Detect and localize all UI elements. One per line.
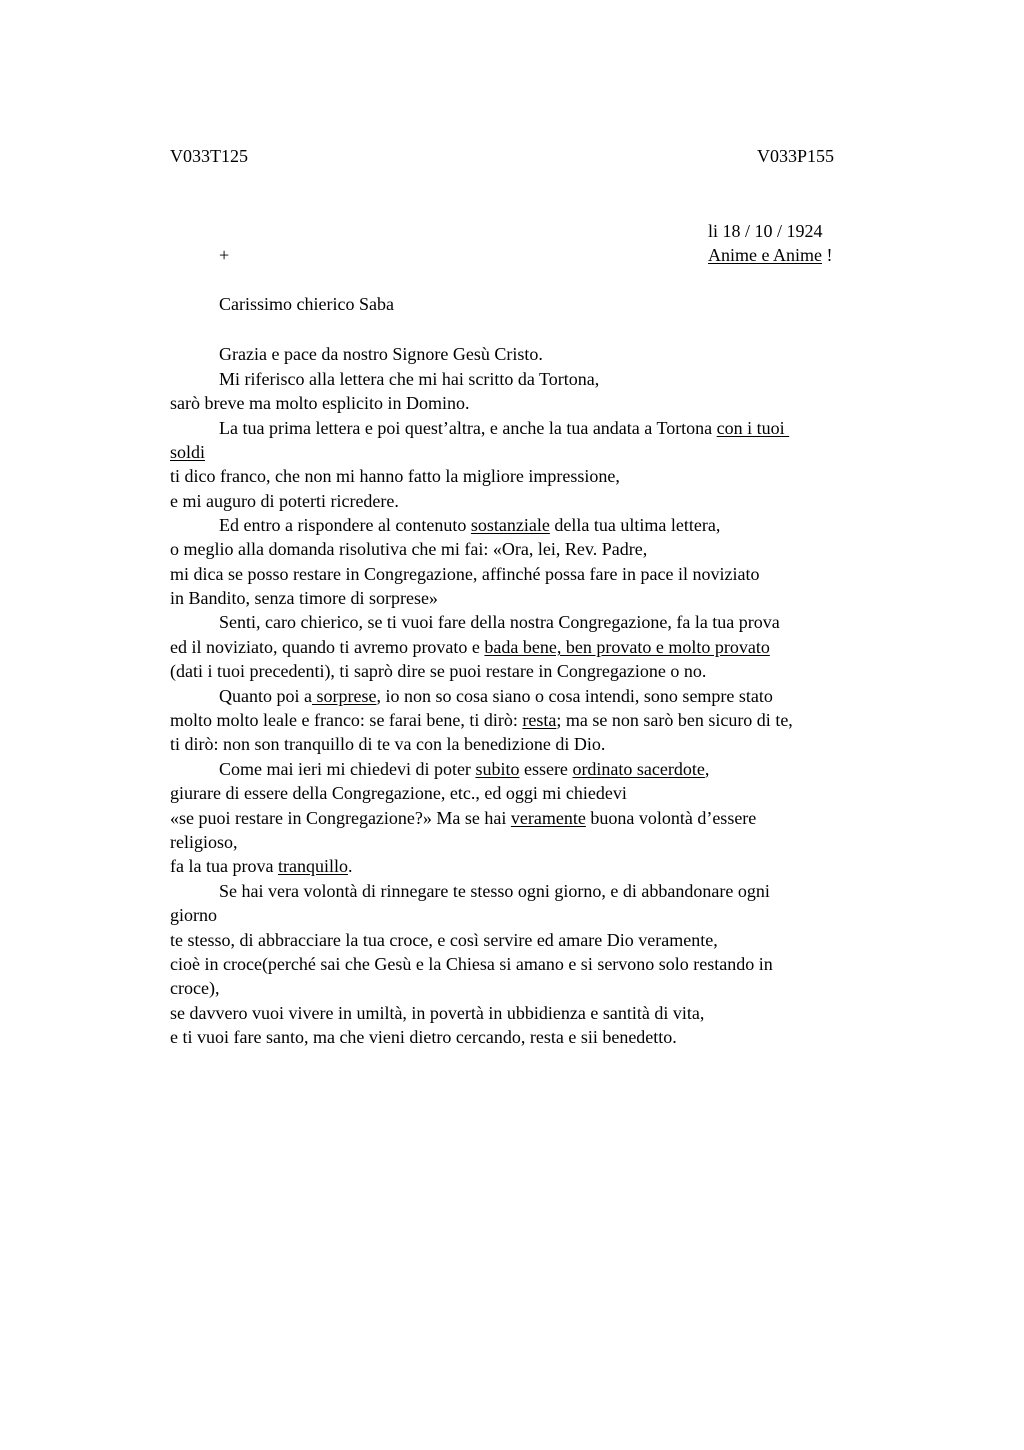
body-line (219, 757, 709, 781)
body-line (170, 659, 706, 683)
line-text: sarò breve ma molto esplicito in Domino. (170, 393, 470, 413)
body-line (170, 708, 793, 732)
line-text: Come mai ieri mi chiedevi di poter (219, 759, 476, 779)
line-text: fa la tua prova (170, 856, 278, 876)
line-text: della tua ultima lettera, (549, 515, 721, 535)
body-line (170, 830, 238, 854)
body-line (170, 537, 647, 561)
line-text: se davvero vuoi vivere in umiltà, in povertà in ubbidienza e santità di vita, (170, 1003, 705, 1023)
document-code-right: V033P155 (757, 146, 835, 166)
body-line (170, 1025, 677, 1049)
underlined-text: resta (522, 710, 557, 730)
line-text: e ti vuoi fare santo, ma che vieni dietro cercando, resta e sii benedetto. (170, 1027, 677, 1047)
body-line (219, 610, 780, 634)
motto-suffix: ! (821, 245, 833, 265)
line-text: croce), (170, 978, 220, 998)
motto-text: Anime e Anime (708, 245, 822, 265)
line-text: Se hai vera volontà di rinnegare te stesso ogni giorno, e di abbandonare ogni (219, 881, 770, 901)
cross-symbol: + (219, 245, 230, 265)
line-text: te stesso, di abbracciare la tua croce, e così servire ed amare Dio veramente, (170, 930, 718, 950)
motto (708, 245, 832, 266)
line-text: , (704, 759, 710, 779)
line-text: ti dirò: non son tranquillo di te va con la benedizione di Dio. (170, 734, 606, 754)
line-text: Quanto poi a (219, 686, 312, 706)
body-line (170, 854, 352, 878)
body-line (170, 903, 217, 927)
underlined-text: sostanziale (470, 515, 550, 535)
letter-date: li 18 / 10 / 1924 (708, 221, 823, 241)
line-text: ed il noviziato, quando ti avremo provato e (170, 637, 485, 657)
body-line (219, 367, 599, 391)
body-line (170, 464, 620, 488)
line-text: (dati i tuoi precedenti), ti saprò dire se puoi restare in Congregazione o no. (170, 661, 707, 681)
line-text: La tua prima lettera e poi quest’altra, e anche la tua andata a Tortona (219, 418, 717, 438)
body-line (170, 440, 205, 464)
line-text: Mi riferisco alla lettera che mi hai scritto da Tortona, (219, 369, 600, 389)
body-line (219, 416, 789, 440)
line-text: Senti, caro chierico, se ti vuoi fare della nostra Congregazione, fa la tua prova (219, 612, 780, 632)
body-line (170, 952, 773, 976)
underlined-text: tranquillo (277, 856, 348, 876)
line-text: religioso, (170, 832, 238, 852)
body-line (219, 513, 720, 537)
line-text: ti dico franco, che non mi hanno fatto la migliore impressione, (170, 466, 620, 486)
line-text: e mi auguro di poterti ricredere. (170, 491, 399, 511)
body-line (170, 928, 718, 952)
underlined-text: ordinato sacerdote (572, 759, 705, 779)
body-line (170, 562, 759, 586)
line-text: ; ma se non sarò ben sicuro di te, (556, 710, 793, 730)
underlined-text: bada bene, ben provato e molto provato (484, 637, 770, 657)
body-line (170, 489, 399, 513)
line-text: essere (519, 759, 573, 779)
body-line (170, 391, 469, 415)
underlined-text: subito (475, 759, 520, 779)
line-text: Grazia e pace da nostro Signore Gesù Cristo. (219, 344, 543, 364)
line-text: cioè in croce(perché sai che Gesù e la Chiesa si amano e si servono solo restando in (170, 954, 773, 974)
body-line (170, 806, 756, 830)
body-line (219, 342, 543, 366)
line-text: . (347, 856, 353, 876)
line-text: «se puoi restare in Congregazione?» Ma se hai (170, 808, 511, 828)
line-text: , io non so cosa siano o cosa intendi, sono sempre stato (376, 686, 773, 706)
line-text: buona volontà d’essere (585, 808, 757, 828)
underlined-text: sorprese (311, 686, 377, 706)
body-line (170, 732, 605, 756)
line-text: in Bandito, senza timore di sorprese» (170, 588, 438, 608)
body-line (170, 1001, 704, 1025)
body-line (170, 586, 438, 610)
line-text: Ed entro a rispondere al contenuto (219, 515, 471, 535)
body-line (170, 781, 627, 805)
body-line (170, 635, 770, 659)
underlined-text: soldi (170, 442, 206, 462)
line-text: mi dica se posso restare in Congregazione, affinché possa fare in pace il noviziato (170, 564, 760, 584)
underlined-text: con i tuoi (716, 418, 790, 438)
line-text: giorno (170, 905, 217, 925)
document-code-left: V033T125 (170, 146, 248, 166)
underlined-text: veramente (510, 808, 586, 828)
salutation: Carissimo chierico Saba (219, 294, 394, 314)
line-text: o meglio alla domanda risolutiva che mi fai: «Ora, lei, Rev. Padre, (170, 539, 648, 559)
line-text: molto molto leale e franco: se farai bene, ti dirò: (170, 710, 523, 730)
body-line (219, 879, 770, 903)
body-line (219, 684, 773, 708)
body-line (170, 976, 219, 1000)
line-text: giurare di essere della Congregazione, etc., ed oggi mi chiedevi (170, 783, 627, 803)
